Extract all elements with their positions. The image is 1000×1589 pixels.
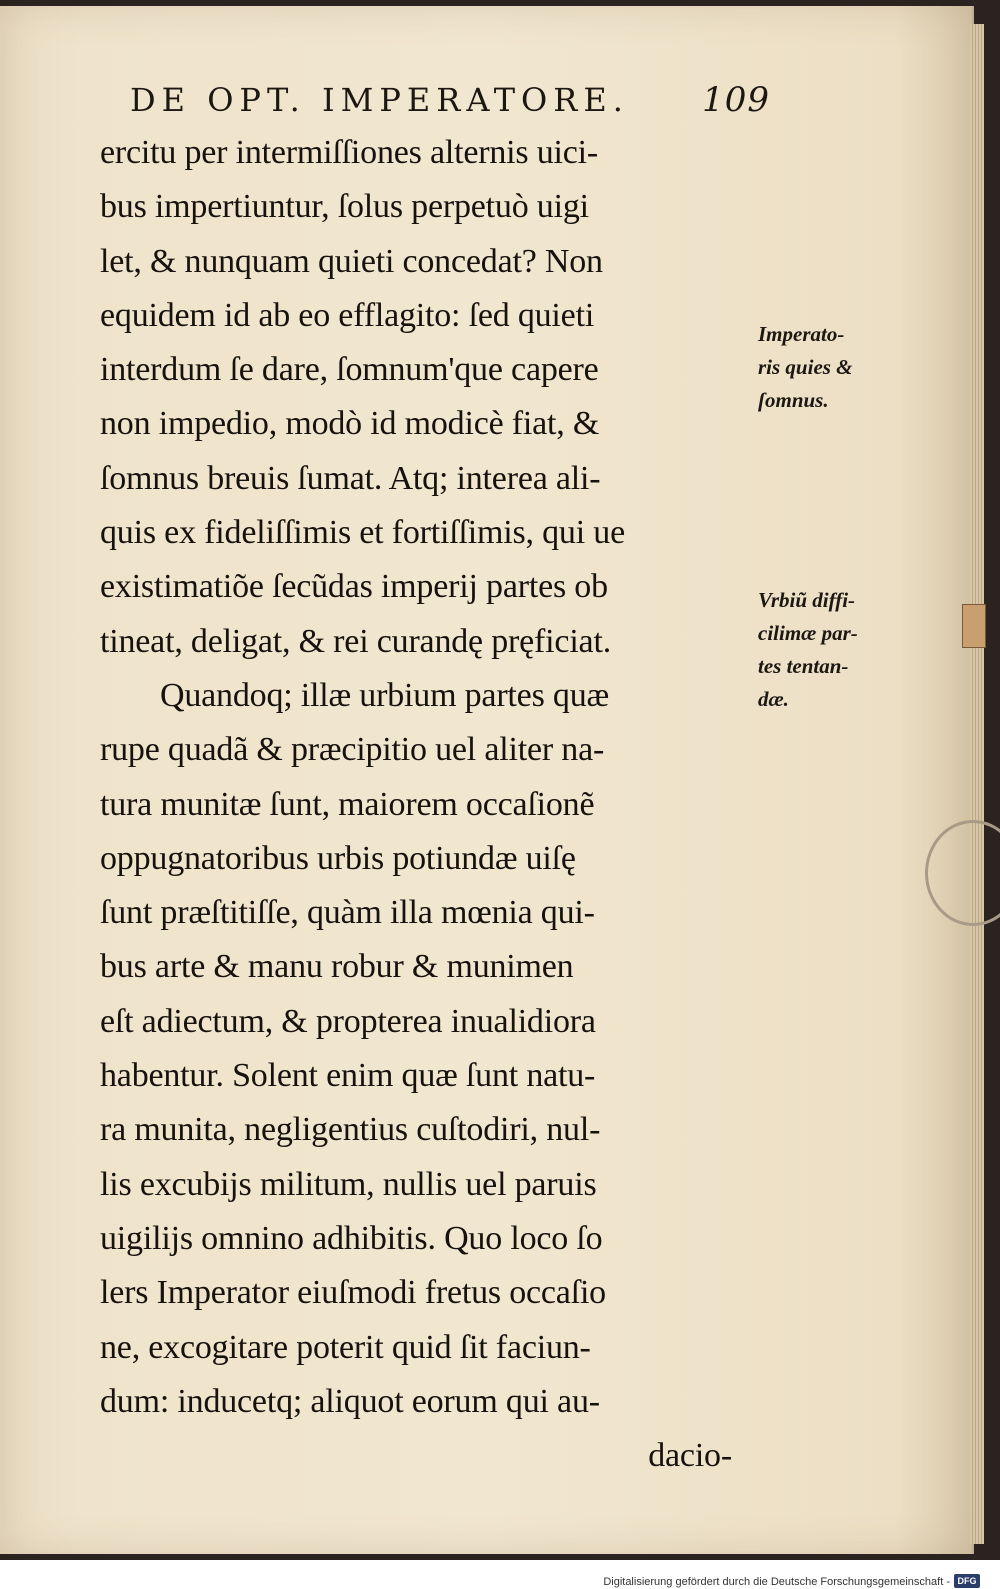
marginal-line: ris quies & bbox=[758, 355, 853, 379]
paragraph-start-line: Quandoq; illæ urbium partes quæ bbox=[160, 676, 609, 714]
page-edges bbox=[970, 24, 984, 1544]
body-text bbox=[100, 126, 750, 1483]
text-line: bus arte & manu robur & munimen bbox=[100, 948, 574, 986]
text-line: ra munita, negligentius cuſtodiri, nul- bbox=[100, 1111, 601, 1149]
text-line: quis ex fideliſſimis et fortiſſimis, qui ue bbox=[100, 514, 625, 552]
text-line: let, & nunquam quieti concedat? Non bbox=[100, 242, 603, 280]
dfg-logo: DFG bbox=[954, 1574, 980, 1588]
text-line: bus impertiuntur, ſolus perpetuò uigi bbox=[100, 188, 589, 226]
text-line: equidem id ab eo efflagito: ſed quieti bbox=[100, 296, 595, 334]
text-line: ne, excogitare poterit quid ſit faciun- bbox=[100, 1328, 591, 1366]
running-head-title: DE OPT. IMPERATORE. bbox=[130, 81, 629, 119]
marginal-line: Vrbiũ diffi- bbox=[758, 588, 856, 612]
bookmark-tab bbox=[962, 604, 986, 648]
text-line: existimatiõe ſecũdas imperij partes ob bbox=[100, 568, 608, 606]
marginal-line: ſomnus. bbox=[758, 388, 829, 412]
marginal-line: dæ. bbox=[758, 687, 789, 711]
text-line: interdum ſe dare, ſomnum'que capere bbox=[100, 351, 599, 389]
text-line: eſt adiectum, & propterea inualidiora bbox=[100, 1002, 596, 1040]
running-head bbox=[130, 80, 770, 120]
text-line: lers Imperator eiuſmodi fretus occaſio bbox=[100, 1274, 606, 1312]
text-line: uigilijs omnino adhibitis. Quo loco ſo bbox=[100, 1219, 603, 1257]
text-line: habentur. Solent enim quæ ſunt natu- bbox=[100, 1057, 596, 1095]
text-line: rupe quadã & præcipitio uel aliter na- bbox=[100, 731, 605, 769]
marginal-line: cilimæ par- bbox=[758, 621, 858, 645]
text-line: tura munitæ ſunt, maiorem occaſionẽ bbox=[100, 785, 595, 823]
marginal-line: tes tentan- bbox=[758, 654, 849, 678]
page-number: 109 bbox=[702, 80, 770, 120]
text-line: tineat, deligat, & rei curandę pręficiat. bbox=[100, 622, 611, 660]
funding-credit: Digitalisierung gefördert durch die Deutsche Forschungsgemeinschaft - bbox=[603, 1576, 950, 1588]
catchword-line: dacio- bbox=[648, 1437, 732, 1475]
marginal-note-2 bbox=[758, 584, 928, 716]
text-line: oppugnatoribus urbis potiundæ uiſę bbox=[100, 839, 576, 877]
text-line: ſomnus breuis ſumat. Atq; interea ali- bbox=[100, 459, 601, 497]
text-line: lis excubijs militum, nullis uel paruis bbox=[100, 1165, 597, 1203]
text-line: ſunt præſtitiſſe, quàm illa mœnia qui- bbox=[100, 894, 595, 932]
text-line: ercitu per intermiſſiones alternis uici- bbox=[100, 134, 599, 171]
text-line: dum: inducetq; aliquot eorum qui au- bbox=[100, 1382, 600, 1420]
marginal-note-1 bbox=[758, 318, 928, 417]
text-line: non impedio, modò id modicè fiat, & bbox=[100, 405, 600, 443]
marginal-line: Imperato- bbox=[758, 322, 845, 346]
